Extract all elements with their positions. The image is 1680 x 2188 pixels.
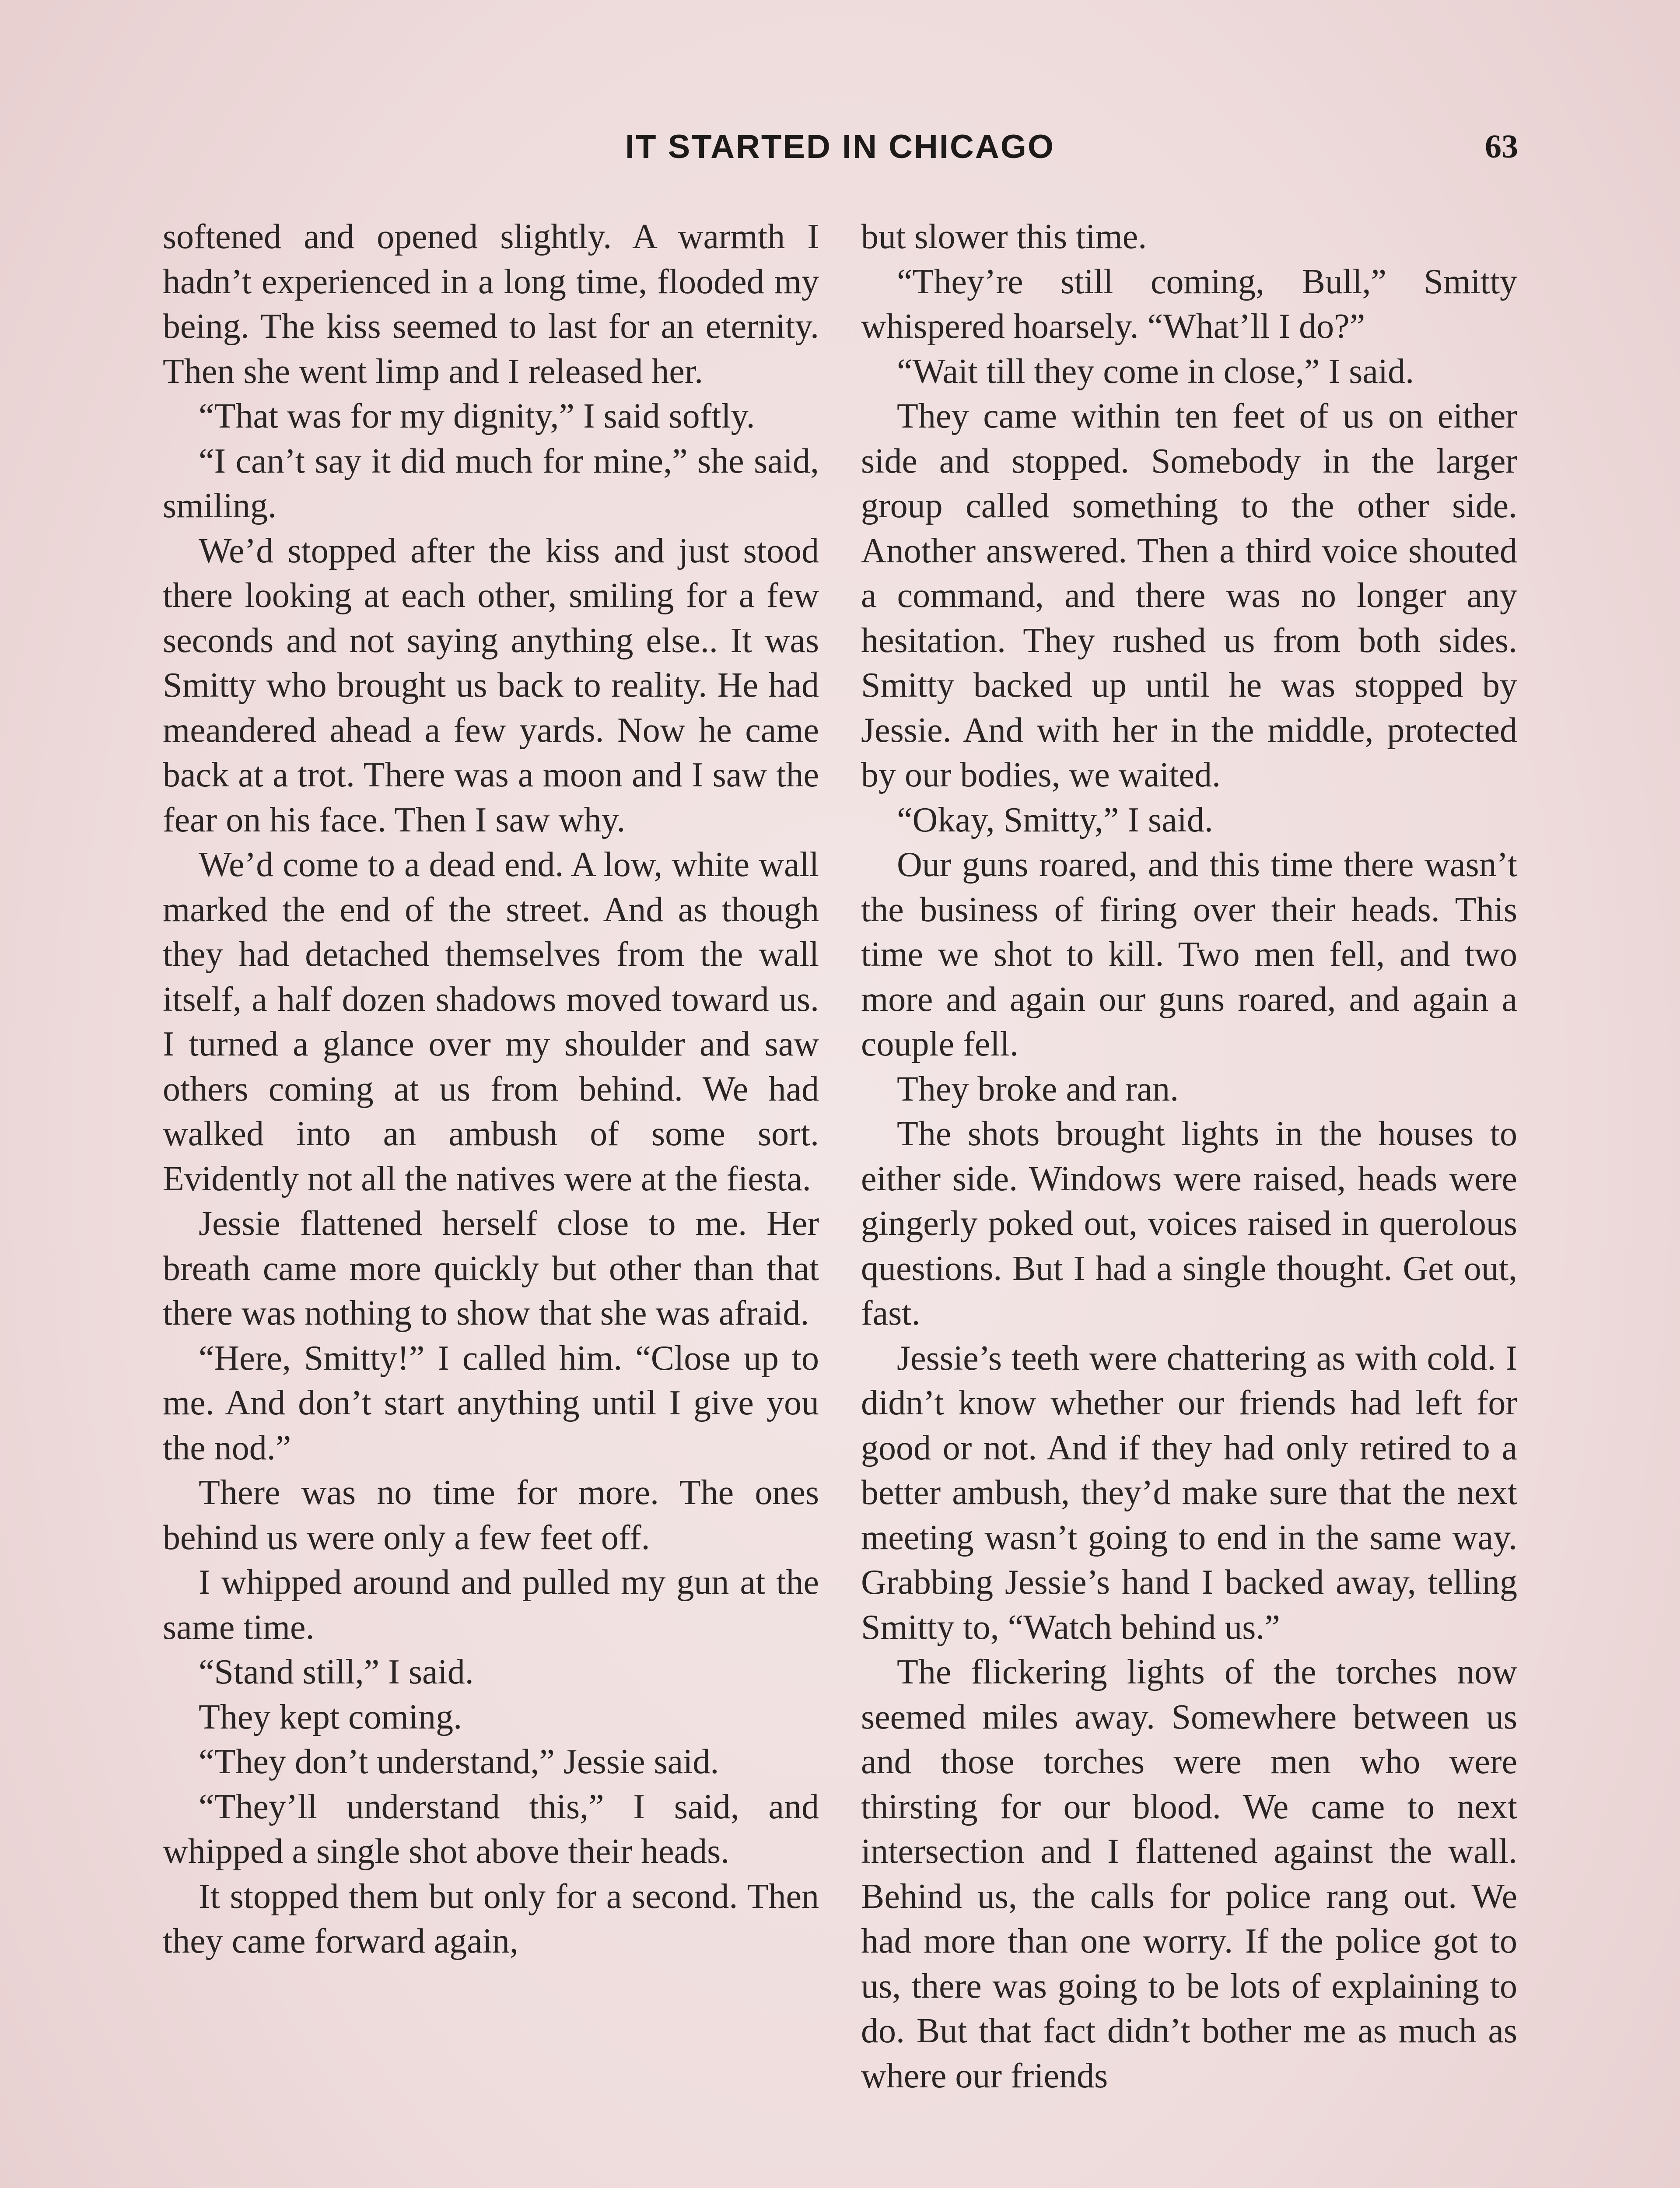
paragraph: They came within ten feet of us on either side and stopped. Somebody in the larger group called something to the other side. Another answered. Then a third voice shouted a command, and there was no longer any hesitation. They rushed us from both sides. Smitty backed up until he was stopped by Jessie. And with her in the middle, protected by our bodies, we waited. [861,397,1517,794]
paragraph: softened and opened slightly. A warmth I hadn’t experienced in a long time, flooded my being. The kiss seemed to last for an eternity. Then she went limp and I released her. [163,217,819,391]
paragraph: “Stand still,” I said. [199,1653,474,1691]
paragraph: “Here, Smitty!” I called him. “Close up to me. And don’t start anything until I give you the nod.” [163,1339,819,1467]
paragraph: There was no time for more. The ones behind us were only a few feet off. [163,1473,819,1557]
paragraph: “Wait till they come in close,” I said. [897,352,1414,391]
page-number: 63 [1485,128,1518,165]
paragraph: It stopped them but only for a second. Then they came forward again, [163,1877,819,1960]
paragraph: I whipped around and pulled my gun at the same time. [163,1563,819,1647]
paragraph: “Okay, Smitty,” I said. [897,800,1213,839]
paragraph: Jessie’s teeth were chattering as with cold. I didn’t know whether our friends had left for good or not. And if they had only retired to a better ambush, they’d make sure that the next meeting wasn’t going to end in the same way. Grabbing Jessie’s hand I backed away, telling Smitty to, “Watch behind us.” [861,1339,1517,1647]
paragraph: We’d stopped after the kiss and just stood there looking at each other, smiling for a few seconds and not saying anything else.. It was Smitty who brought us back to reality. He had meandered ahead a few yards. Now he came back at a trot. There was a moon and I saw the fear on his face. Then I saw why. [163,531,819,839]
text-column-right [861,214,1517,2098]
paragraph: “I can’t say it did much for mine,” she said, smiling. [163,442,819,525]
paragraph: The shots brought lights in the houses to either side. Windows were raised, heads were gingerly poked out, voices raised in querolous questions. But I had a single thought. Get out, fast. [861,1115,1517,1332]
paragraph: They broke and ran. [897,1069,1179,1108]
paragraph: Jessie flattened herself close to me. Her breath came more quickly but other than that there was nothing to show that she was afraid. [163,1204,819,1332]
paragraph: We’d come to a dead end. A low, white wall marked the end of the street. And as though they had detached themselves from the wall itself, a half dozen shadows moved toward us. I turned a glance over my shoulder and saw others coming at us from behind. We had walked into an ambush of some sort. Evidently not all the natives were at the fiesta. [163,845,819,1198]
running-header [162,128,1518,180]
paragraph: “That was for my dignity,” I said softly. [199,397,755,435]
paragraph: “They don’t understand,” Jessie said. [199,1743,719,1781]
paragraph: The flickering lights of the torches now seemed miles away. Somewhere between us and those torches were men who were thirsting for our blood. We came to next intersection and I flattened against the wall. Behind us, the calls for police rang out. We had more than one worry. If the police got to us, there was going to be lots of explaining to do. But that fact didn’t bother me as much as where our friends [861,1653,1517,2095]
running-title: IT STARTED IN CHICAGO [625,128,1055,165]
paragraph: They kept coming. [199,1697,462,1736]
text-column-left [163,214,819,1964]
paragraph: “They’ll understand this,” I said, and whipped a single shot above their heads. [163,1787,819,1871]
paragraph: but slower this time. [861,217,1147,256]
paragraph: Our guns roared, and this time there wasn’t the business of firing over their heads. This time we shot to kill. Two men fell, and two more and again our guns roared, and again a couple fell. [861,845,1517,1063]
paragraph: “They’re still coming, Bull,” Smitty whispered hoarsely. “What’ll I do?” [861,262,1517,346]
